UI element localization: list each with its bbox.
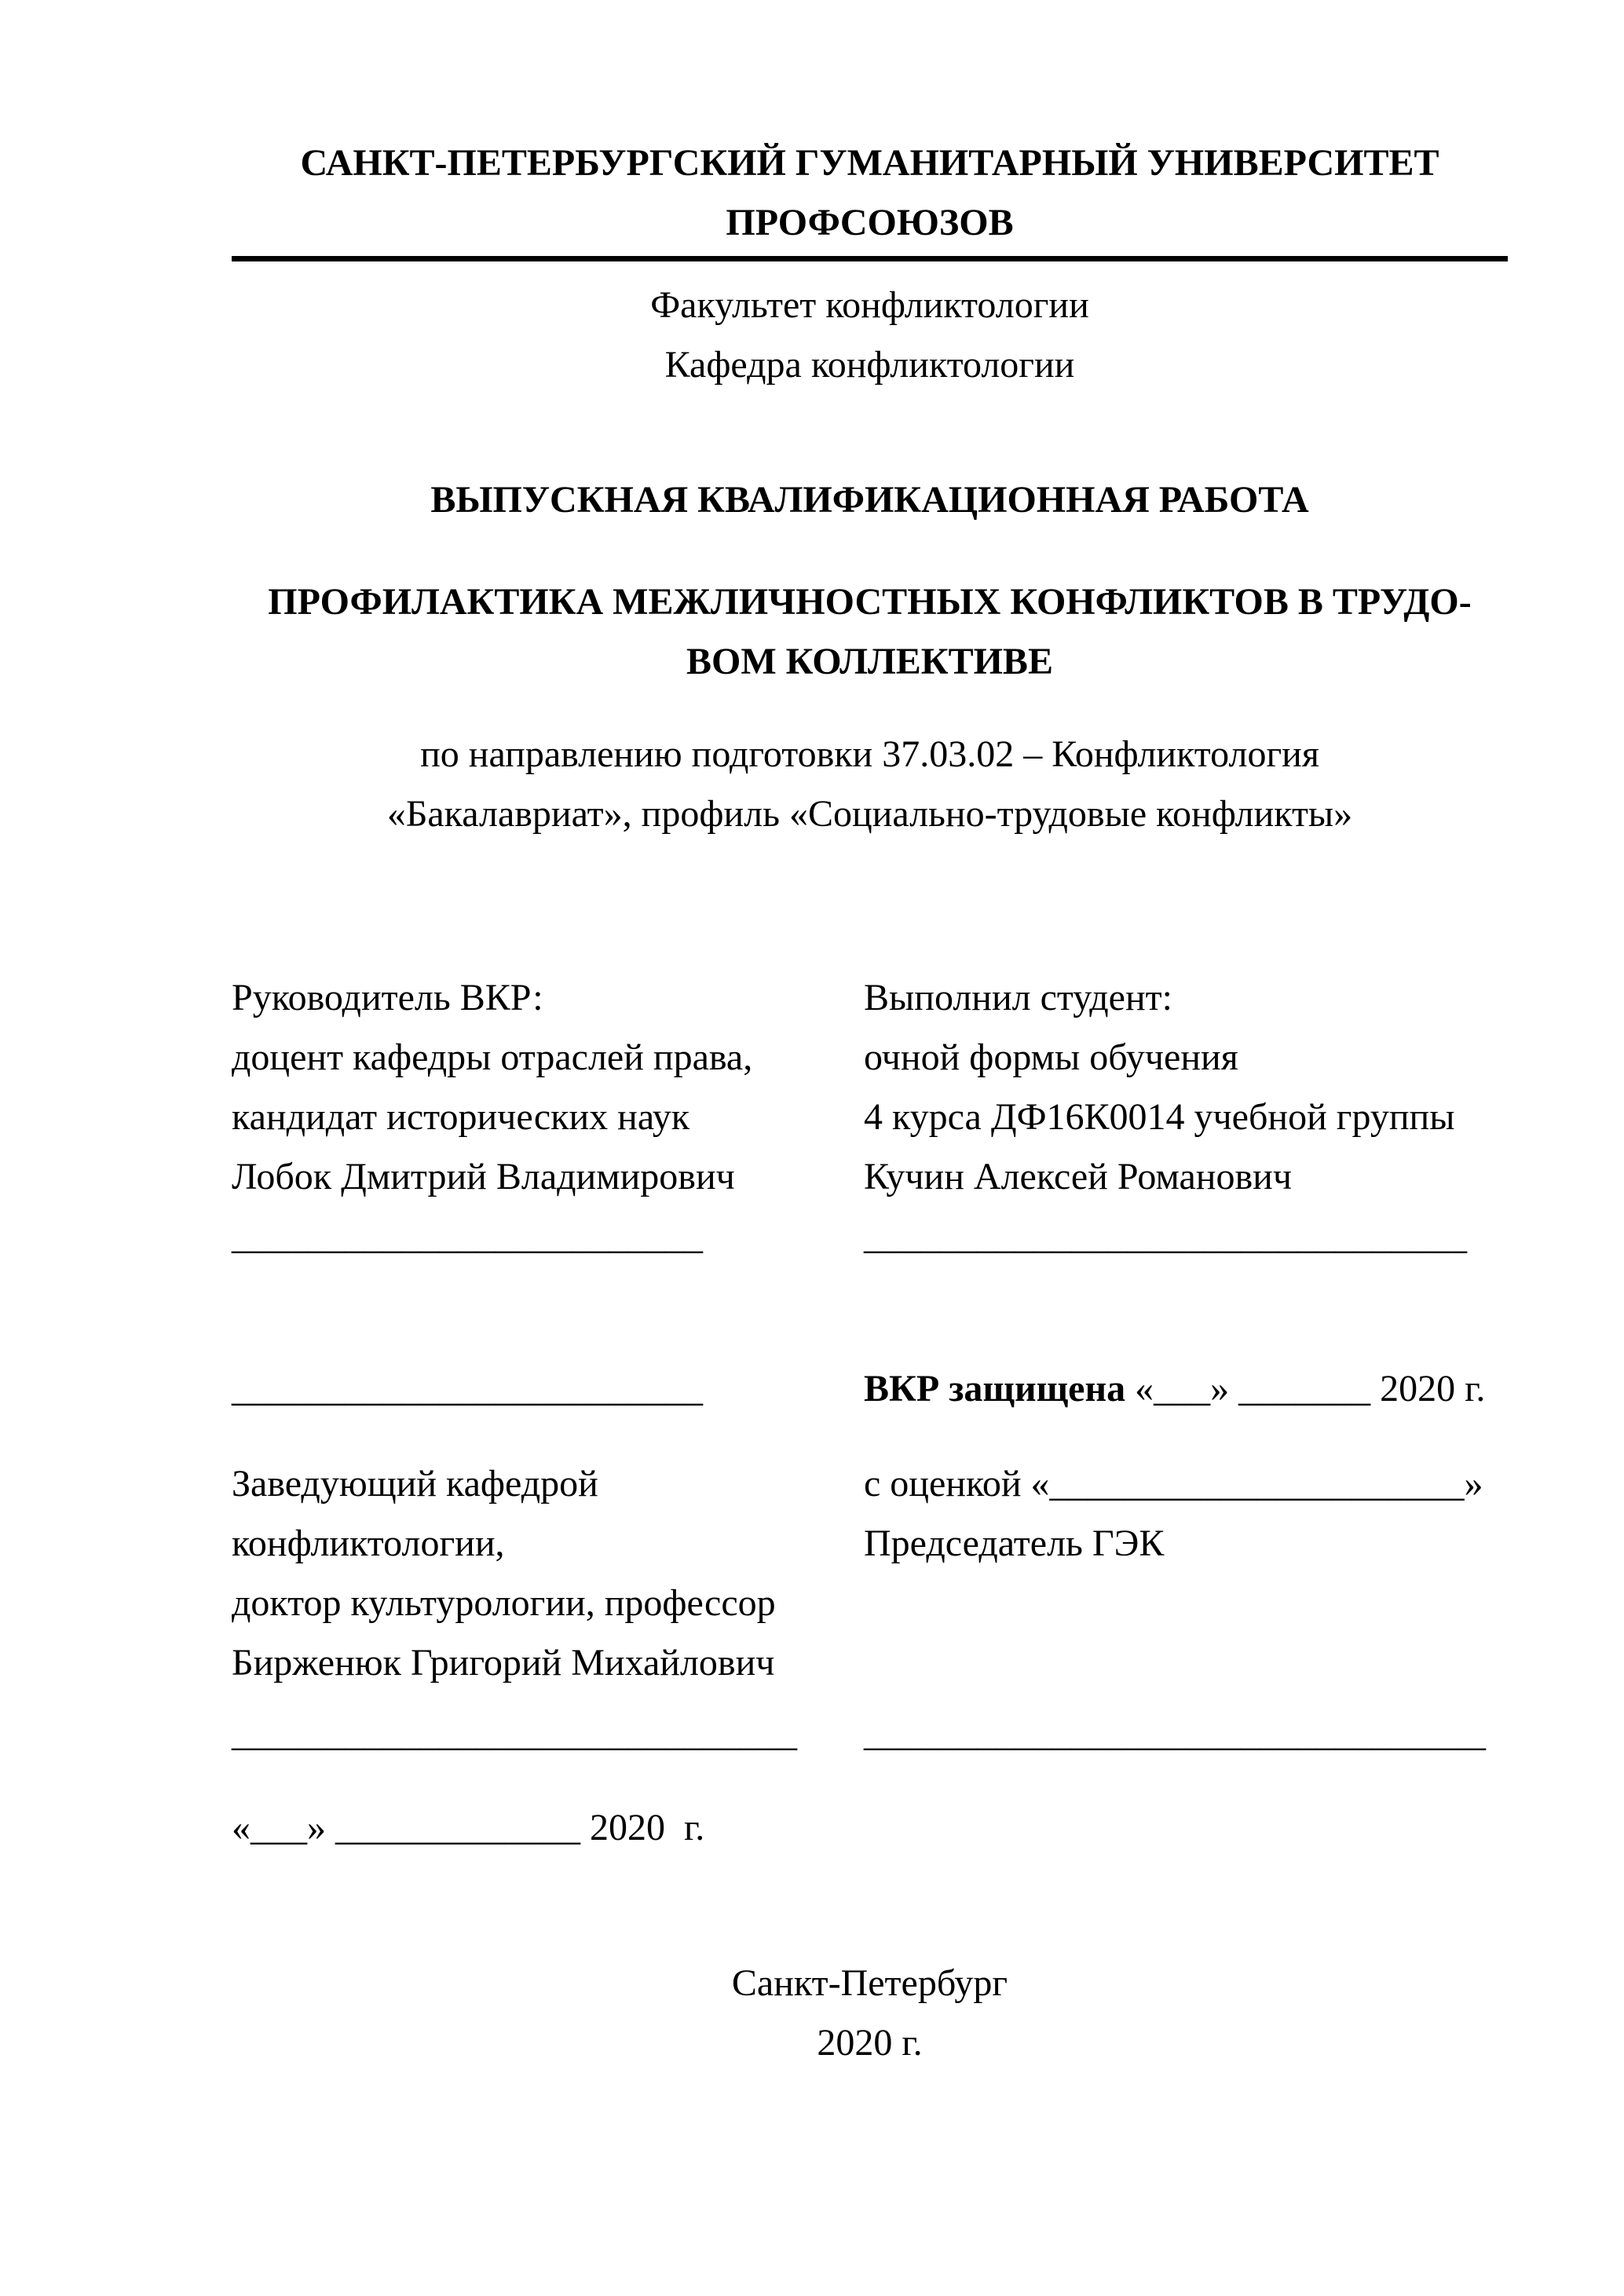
supervisor-position: доцент кафедры отраслей права, bbox=[232, 1036, 753, 1078]
head-line-1: Заведующий кафедрой bbox=[232, 1463, 598, 1504]
grade-block bbox=[864, 1454, 1508, 1693]
defense-row bbox=[232, 1359, 1508, 1419]
university-name: САНКТ-ПЕТЕРБУРГСКИЙ ГУМАНИТАРНЫЙ УНИВЕРСИТЕТ ПРОФСОЮЗОВ bbox=[232, 133, 1508, 261]
bottom-left-signature-line: ______________________________ bbox=[232, 1713, 797, 1754]
head-line-3: доктор культурологии, профессор bbox=[232, 1582, 776, 1624]
chairman-line: Председатель ГЭК bbox=[864, 1523, 1165, 1564]
department-head-signature-line: _________________________ bbox=[232, 1368, 703, 1409]
head-line-4: Бирженюк Григорий Михайлович bbox=[232, 1642, 775, 1684]
student-study-form: очной формы обучения bbox=[864, 1036, 1238, 1078]
defended-line bbox=[864, 1359, 1508, 1419]
work-title bbox=[232, 572, 1508, 692]
city-year-block bbox=[232, 1954, 1508, 2073]
defended-label: ВКР защищена bbox=[864, 1368, 1126, 1409]
date-blank-line: «___» _____________ 2020 г. bbox=[232, 1807, 705, 1848]
head-line-2: конфликтологии, bbox=[232, 1523, 505, 1564]
student-signature-line: ________________________________ bbox=[864, 1216, 1467, 1257]
supervisor-label: Руководитель ВКР: bbox=[232, 977, 543, 1018]
supervisor-name: Лобок Дмитрий Владимирович bbox=[232, 1156, 735, 1197]
defended-date-blanks: «___» _______ 2020 г. bbox=[1125, 1368, 1486, 1409]
profile-line: «Бакалавриат», профиль «Социально-трудовые конфликты» bbox=[386, 793, 1353, 835]
direction-line: по направлению подготовки 37.03.02 – Конфликтология bbox=[420, 733, 1319, 775]
work-type-heading: ВЫПУСКНАЯ КВАЛИФИКАЦИОННАЯ РАБОТА bbox=[430, 479, 1309, 521]
city-line: Санкт-Петербург bbox=[731, 1962, 1008, 2004]
bottom-signature-row bbox=[232, 1704, 1508, 1764]
department-line: Кафедра конфликтологии bbox=[664, 344, 1075, 386]
signature-row-supervisor-student bbox=[232, 1207, 1508, 1267]
bottom-right-signature-line: _________________________________ bbox=[864, 1713, 1486, 1754]
supervisor-block bbox=[232, 968, 864, 1207]
student-block bbox=[864, 968, 1508, 1207]
work-title-line-2: ВОМ КОЛЛЕКТИВЕ bbox=[686, 641, 1053, 682]
supervisor-degree: кандидат исторических наук bbox=[232, 1096, 690, 1138]
supervisor-signature-line: _________________________ bbox=[232, 1216, 703, 1257]
grade-line: с оценкой «______________________» bbox=[864, 1463, 1483, 1504]
student-group: 4 курса ДФ16К0014 учебной группы bbox=[864, 1096, 1455, 1138]
work-title-line-1: ПРОФИЛАКТИКА МЕЖЛИЧНОСТНЫХ КОНФЛИКТОВ В ТРУДО- bbox=[268, 581, 1472, 623]
student-label: Выполнил студент: bbox=[864, 977, 1172, 1018]
student-name: Кучин Алексей Романович bbox=[864, 1156, 1292, 1197]
people-block bbox=[232, 968, 1508, 1207]
department-head-titles bbox=[232, 1454, 864, 1693]
faculty-line: Факультет конфликтологии bbox=[650, 284, 1089, 326]
year-line: 2020 г. bbox=[817, 2022, 923, 2064]
department-head-block bbox=[232, 1454, 1508, 1693]
